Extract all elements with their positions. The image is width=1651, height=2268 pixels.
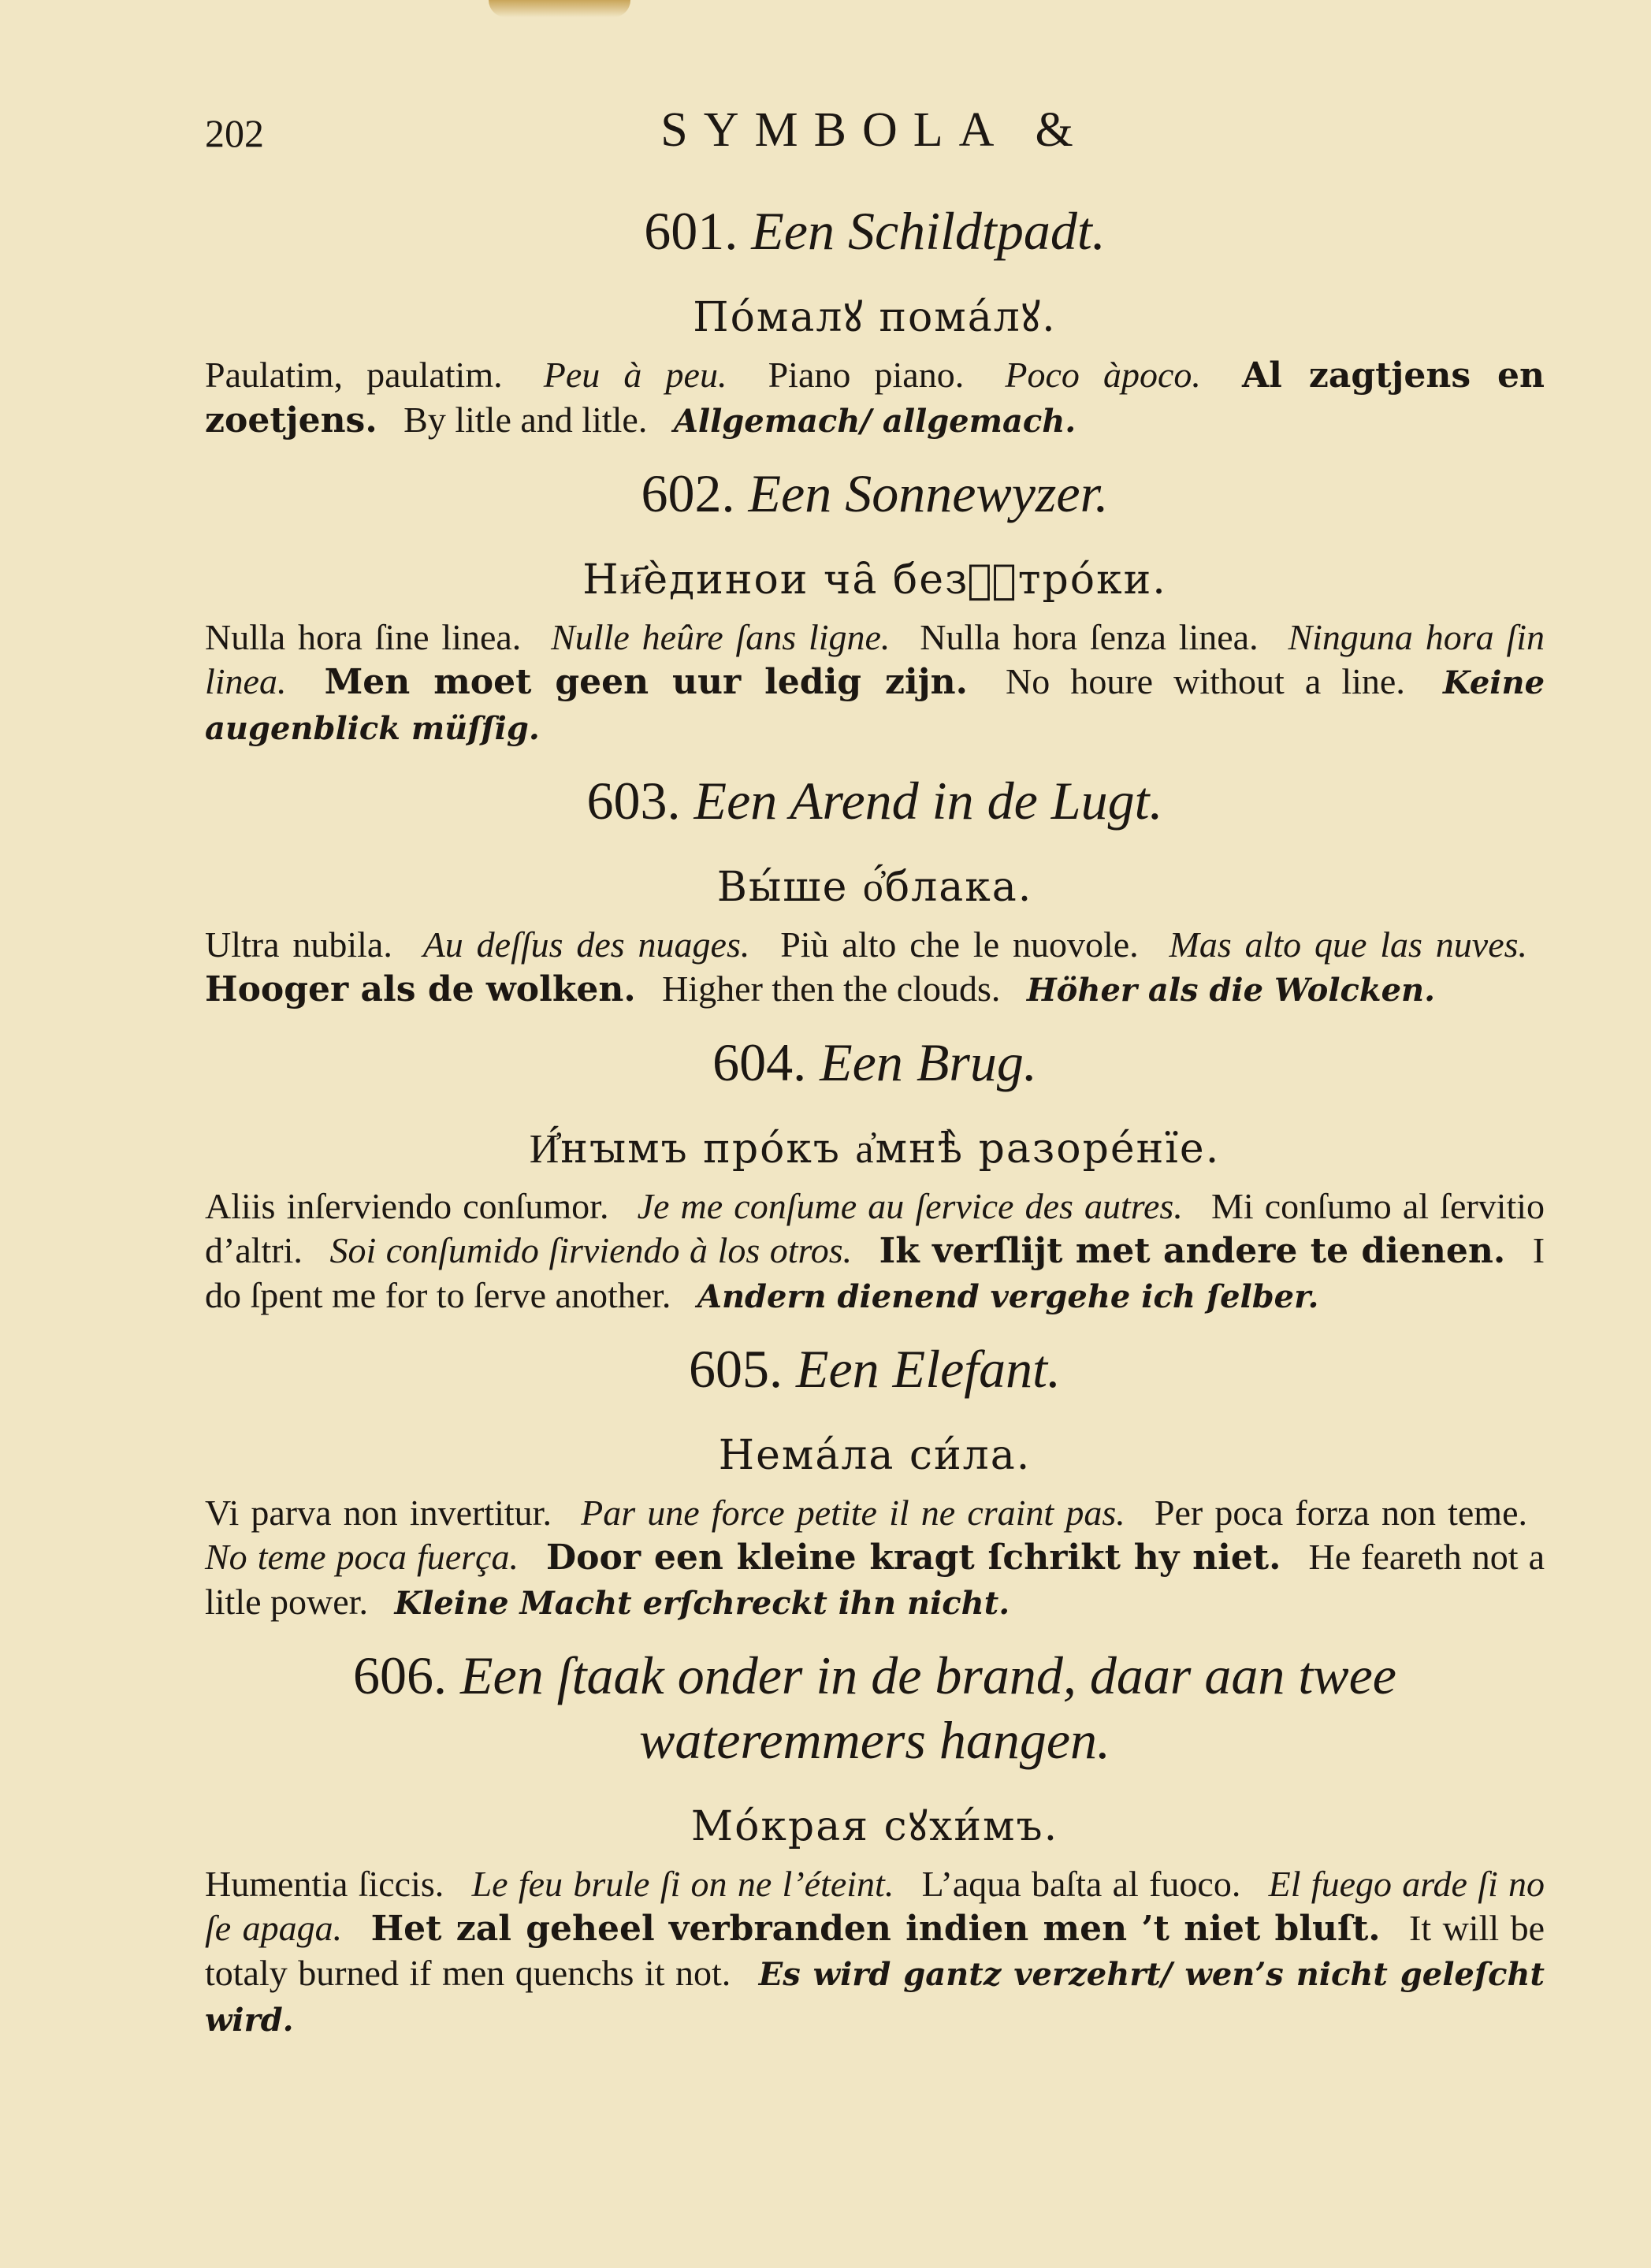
french-motto: Peu à peu. (543, 355, 727, 395)
slavonic-motto: Ни҃ѐдинои ча̑ безⷭ҇тро́ки. (582, 556, 1167, 604)
emblem-entry (205, 1030, 1545, 1319)
entry-heading: Een Arend in de Lugt. (693, 771, 1163, 831)
motto-translations (205, 615, 1545, 751)
dutch-motto: Ik verſlijt met andere te dienen. (879, 1231, 1506, 1271)
french-motto: Par une force petite il ne craint pas. (581, 1493, 1125, 1533)
dutch-motto: Hooger als de wolken. (205, 969, 636, 1009)
entry-number: 603. (586, 771, 681, 831)
english-motto: No houre without a line. (1006, 661, 1405, 701)
spanish-motto: Mas alto que las nuves. (1169, 924, 1528, 965)
motto-translations (205, 923, 1545, 1013)
german-motto: Keine augenblick müſſig. (205, 664, 1545, 747)
german-motto: Allgemach/ allgemach. (673, 403, 1076, 440)
french-motto: Le feu brule ſi on ne l’éteint. (471, 1864, 894, 1904)
german-motto: Kleine Macht erſchreckt ihn nicht. (394, 1585, 1010, 1622)
english-motto: Higher then the clouds. (662, 969, 1001, 1009)
english-motto: He feareth not a litle power. (205, 1537, 1545, 1622)
italian-motto: Piano piano. (768, 355, 965, 395)
latin-motto: Vi parva non invertitur. (205, 1493, 552, 1533)
spanish-motto: Poco àpoco. (1005, 355, 1201, 395)
entry-title (205, 199, 1545, 263)
french-motto: Je me conſume au ſervice des autres. (637, 1186, 1183, 1226)
slavonic-motto: И҆́нꙑмъ про́къ а҆мнѣ̀ разоре́нїе. (529, 1125, 1221, 1173)
slavonic-motto: Мо́края сꙋхи́мъ. (690, 1803, 1059, 1850)
spanish-motto: No teme poca fuerça. (205, 1537, 519, 1577)
entry-title (205, 1643, 1545, 1772)
running-title: SYMBOLA & (660, 103, 1089, 157)
latin-motto: Aliis inſerviendo conſumor. (205, 1186, 609, 1226)
book-page (205, 95, 1545, 2043)
entry-title (205, 1337, 1545, 1401)
dutch-motto: Al zagtjens en zoetjens. (205, 355, 1545, 441)
spanish-motto: El fuego arde ſi no ſe apaga. (205, 1864, 1545, 1948)
german-motto: Es wird gantz verzehrt/ wen’s nicht geleſcht wird. (205, 1956, 1545, 2039)
entry-heading: Een Sonnewyzer. (748, 463, 1109, 523)
german-motto: Höher als die Wolcken. (1026, 972, 1436, 1009)
entry-heading: Een Elefant. (795, 1339, 1062, 1399)
page-number: 202 (205, 111, 264, 155)
entry-title (205, 1030, 1545, 1095)
dutch-motto: Door een kleine kragt ſchrikt hy niet. (546, 1537, 1281, 1578)
italian-motto: L’aqua baſta al fuoco. (921, 1864, 1241, 1904)
motto-translations (205, 1184, 1545, 1319)
english-motto: By litle and litle. (403, 400, 648, 440)
emblem-entry (205, 768, 1545, 1013)
dutch-motto: Men moet geen uur ledig zijn. (324, 662, 968, 702)
entry-number: 602. (641, 463, 735, 523)
running-head (205, 95, 1545, 181)
entry-title (205, 768, 1545, 833)
emblem-entry (205, 1337, 1545, 1626)
latin-motto: Nulla hora ſine linea. (205, 617, 522, 657)
motto-translations (205, 353, 1545, 444)
entry-number: 604. (712, 1032, 807, 1092)
emblem-entry (205, 1643, 1545, 2043)
dutch-motto: Het zal geheel verbranden indien men ’t niet bluſt. (370, 1909, 1381, 1949)
italian-motto: Per poca forza non teme. (1154, 1493, 1528, 1533)
slavonic-motto: По́малꙋ пома́лꙋ. (693, 294, 1057, 341)
emblem-entry (205, 199, 1545, 444)
italian-motto: Più alto che le nuovole. (780, 924, 1139, 965)
entry-number: 606. (353, 1645, 448, 1705)
english-motto: I do ſpent me for to ſerve another. (205, 1230, 1545, 1315)
french-motto: Nulle heûre ſans ligne. (551, 617, 891, 657)
entry-heading: Een Brug. (820, 1032, 1037, 1092)
slavonic-motto: Нема́ла си́ла. (718, 1432, 1032, 1479)
page-stain (489, 0, 630, 17)
emblem-entry (205, 461, 1545, 751)
latin-motto: Paulatim, paulatim. (205, 355, 503, 395)
motto-translations (205, 1491, 1545, 1626)
latin-motto: Humentia ſiccis. (205, 1864, 444, 1904)
english-motto: It will be totaly burned if men quenchs it not. (205, 1908, 1545, 1993)
spanish-motto: Soi conſumido ſirviendo à los otros. (329, 1230, 853, 1270)
french-motto: Au deſſus des nuages. (422, 924, 750, 965)
italian-motto: Nulla hora ſenza linea. (920, 617, 1259, 657)
slavonic-motto: Вы́ше о҆́блака. (716, 864, 1033, 911)
entry-heading: Een Schildtpadt. (751, 201, 1106, 261)
german-motto: Andern dienend vergehe ich ſelber. (697, 1278, 1319, 1315)
entry-title (205, 461, 1545, 526)
motto-translations (205, 1862, 1545, 2043)
latin-motto: Ultra nubila. (205, 924, 392, 965)
spanish-motto: Ninguna hora ſin linea. (205, 617, 1545, 701)
entry-heading: Een ſtaak onder in de brand, daar aan twee wateremmers hangen. (460, 1645, 1396, 1770)
entry-number: 605. (688, 1339, 783, 1399)
italian-motto: Mi conſumo al ſervitio d’altri. (205, 1186, 1545, 1270)
entry-number: 601. (644, 201, 738, 261)
